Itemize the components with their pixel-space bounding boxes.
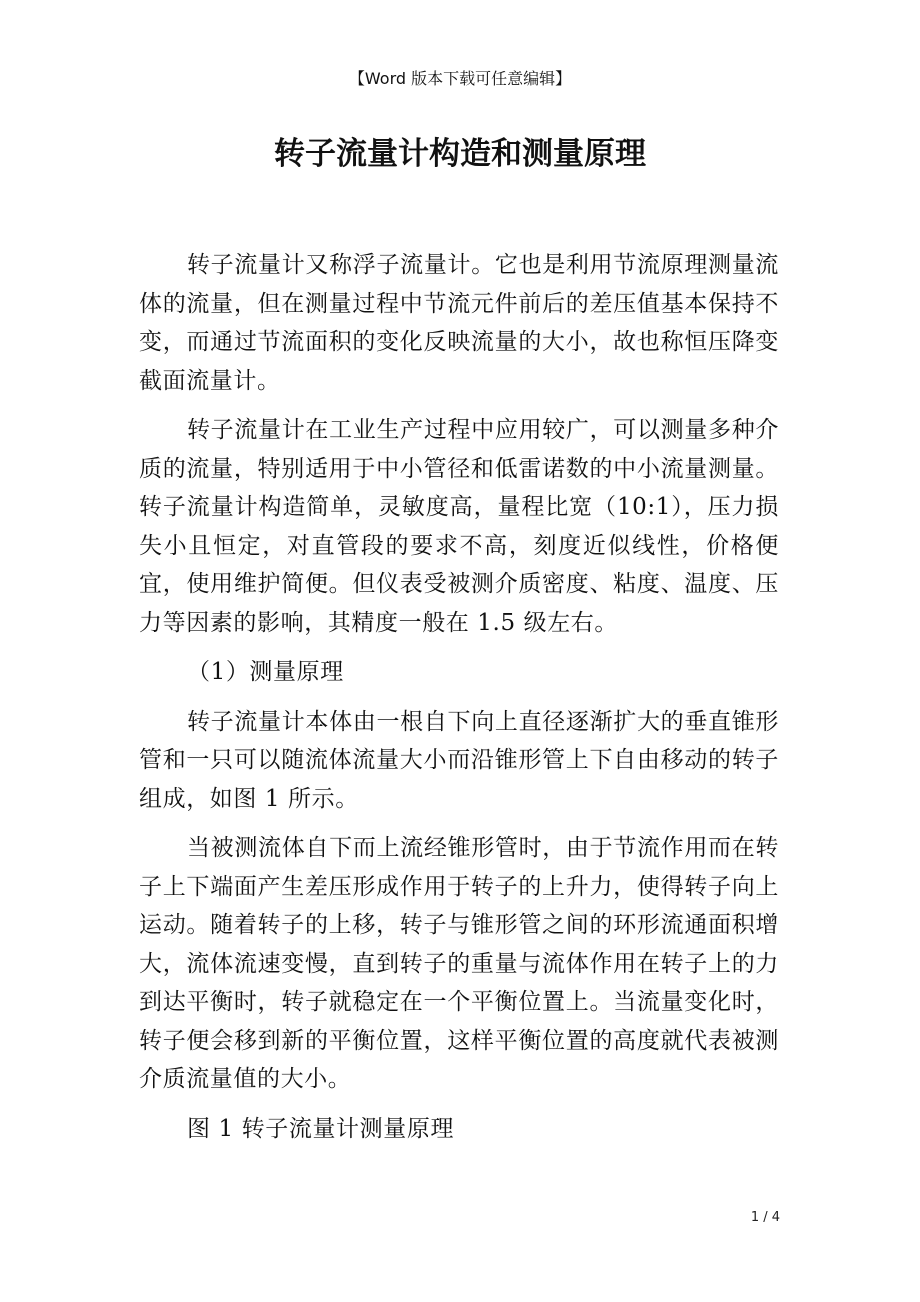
figure-caption: 图 1 转子流量计测量原理 — [187, 1115, 455, 1142]
page-number: 1 / 4 — [750, 1210, 780, 1225]
paragraph-working-principle: 当被测流体自下而上流经锥形管时，由于节流作用而在转子上下端面产生差压形成作用于转子的上升力，使得转子向上运动。随着转子的上移，转子与锥形管之间的环形流通面积增大，流体流速变慢，直到转子的重量与流体作用在转子上的力到达平衡时，转子就稳定在一个平衡位置上。当流量变化时，转子便会移到新的平衡位置，这样平衡位置的高度就代表被测介质流量值的大小。 — [139, 835, 779, 1092]
paragraph-applications: 转子流量计在工业生产过程中应用较广，可以测量多种介质的流量，特别适用于中小管径和低雷诺数的中小流量测量。转子流量计构造简单，灵敏度高，量程比宽（10:1），压力损失小且恒定，对直管段的要求不高，刻度近似线性，价格便宜，使用维护简便。但仪表受被测介质密度、粘度、温度、压力等因素的影响，其精度一般在 1.5 级左右。 — [139, 417, 779, 636]
paragraph-structure: 转子流量计本体由一根自下向上直径逐渐扩大的垂直锥形管和一只可以随流体流量大小而沿锥形管上下自由移动的转子组成，如图 1 所示。 — [139, 708, 779, 812]
header-note: 【Word 版本下载可任意编辑】 — [348, 69, 572, 88]
section-heading-measurement-principle: （1）测量原理 — [187, 659, 344, 685]
document-title: 转子流量计构造和测量原理 — [274, 136, 646, 172]
paragraph-intro: 转子流量计又称浮子流量计。它也是利用节流原理测量流体的流量，但在测量过程中节流元件前后的差压值基本保持不变，而通过节流面积的变化反映流量的大小，故也称恒压降变截面流量计。 — [139, 252, 779, 394]
document-body — [139, 246, 779, 1159]
